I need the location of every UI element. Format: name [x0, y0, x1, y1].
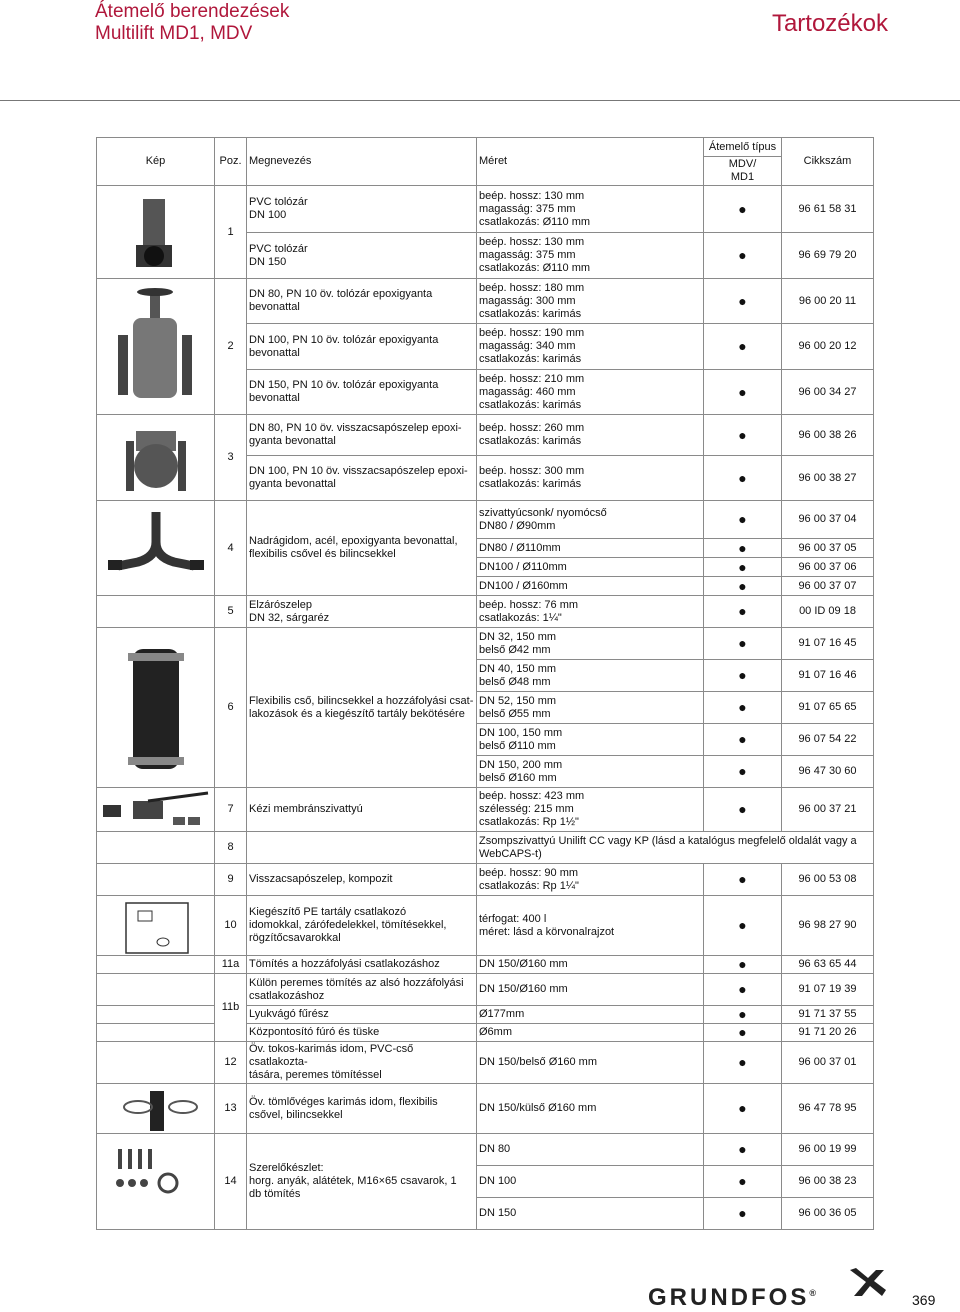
size-cell: DN 32, 150 mm belső Ø42 mm [477, 628, 704, 660]
table-row [97, 628, 874, 660]
section-title: Tartozékok [771, 10, 888, 37]
article-number: 96 07 54 22 [782, 724, 874, 756]
name-cell: Visszacsapószelep, kompozit [247, 864, 477, 896]
empty-picture-cell [97, 832, 215, 864]
y-piece-image [97, 501, 215, 596]
page-number: 369 [912, 1292, 936, 1308]
position-cell [215, 1134, 247, 1230]
grundfos-x-icon [846, 1266, 890, 1300]
table-row [97, 864, 874, 896]
article-number: 96 00 20 11 [782, 279, 874, 324]
type-marker: ● [704, 896, 782, 956]
size-cell: Ø177mm [477, 1006, 704, 1024]
position-cell [215, 1084, 247, 1134]
title-line-2: Multilift MD1, MDV [95, 23, 253, 44]
article-number: 91 71 20 26 [782, 1024, 874, 1042]
article-number: 96 00 37 04 [782, 501, 874, 539]
position-number: 11a [221, 958, 240, 970]
article-number: 96 00 37 05 [782, 539, 874, 558]
article-number: 96 00 37 21 [782, 788, 874, 832]
name-cell: Elzárószelep DN 32, sárgaréz [247, 596, 477, 628]
accessories-table [96, 137, 874, 1230]
size-cell: DN 150 [477, 1198, 704, 1230]
table-row [97, 501, 874, 539]
size-cell: beép. hossz: 300 mm csatlakozás: karimás [477, 456, 704, 501]
position-number: 1 [227, 225, 234, 238]
position-cell [215, 186, 247, 279]
name-cell [247, 832, 477, 864]
name-cell: DN 80, PN 10 öv. tolózár epoxigyanta bevonattal [247, 279, 477, 324]
type-marker: ● [704, 233, 782, 279]
type-marker: ● [704, 660, 782, 692]
position-cell [215, 788, 247, 832]
size-cell: beép. hossz: 423 mm szélesség: 215 mm csatlakozás: Rp 1½" [477, 788, 704, 832]
gate-valve-image [97, 279, 215, 415]
name-cell: Tömítés a hozzáfolyási csatlakozáshoz [247, 956, 477, 974]
composite-check-valve-image [97, 864, 215, 896]
header-kep: Kép [97, 138, 215, 186]
article-number: 96 00 37 01 [782, 1042, 874, 1084]
type-marker: ● [704, 324, 782, 370]
name-cell: Öv. tömlővéges karimás idom, flexibilis csővel, bilincsekkel [247, 1084, 477, 1134]
empty-picture-cell [97, 1024, 215, 1042]
position-number: 10 [224, 919, 237, 931]
position-number: 5 [227, 605, 234, 617]
type-marker: ● [704, 415, 782, 456]
header-cikkszam: Cikkszám [782, 138, 874, 186]
position-cell [215, 864, 247, 896]
type-marker: ● [704, 1198, 782, 1230]
article-number: 96 69 79 20 [782, 233, 874, 279]
name-cell: Flexibilis cső, bilincsekkel a hozzáfolyási csat- lakozások és a kiegészítő tartály bekötésére [247, 628, 477, 788]
table-row [97, 415, 874, 456]
name-cell: PVC tolózár DN 100 [247, 186, 477, 233]
size-cell: DN100 / Ø160mm [477, 577, 704, 596]
table-row [97, 1084, 874, 1134]
pe-tank-image [97, 896, 215, 956]
position-number: 3 [227, 451, 234, 463]
empty-picture-cell [97, 974, 215, 1006]
size-cell: beép. hossz: 260 mm csatlakozás: karimás [477, 415, 704, 456]
name-cell: Külön peremes tömítés az alsó hozzáfolyási csatlakozáshoz [247, 974, 477, 1006]
position-cell [215, 501, 247, 596]
name-cell: DN 150, PN 10 öv. tolózár epoxigyanta bevonattal [247, 370, 477, 415]
article-number: 91 71 37 55 [782, 1006, 874, 1024]
size-cell: beép. hossz: 130 mm magasság: 375 mm csatlakozás: Ø110 mm [477, 186, 704, 233]
position-number: 4 [227, 541, 234, 554]
flexible-hose-image [97, 628, 215, 788]
name-cell: Kiegészítő PE tartály csatlakozó idomokkal, zárófedelekkel, tömítésekkel, rögzítőcsavarokkal [247, 896, 477, 956]
size-cell: DN 40, 150 mm belső Ø48 mm [477, 660, 704, 692]
name-cell: Öv. tokos-karimás idom, PVC-cső csatlakozta- tására, peremes tömítéssel [247, 1042, 477, 1084]
type-marker: ● [704, 628, 782, 660]
size-cell: DN 150/külső Ø160 mm [477, 1084, 704, 1134]
type-marker: ● [704, 1006, 782, 1024]
position-number: 9 [227, 873, 234, 885]
position-cell [215, 279, 247, 415]
position-cell [215, 956, 247, 974]
size-cell: beép. hossz: 130 mm magasság: 375 mm csatlakozás: Ø110 mm [477, 233, 704, 279]
table-row [97, 832, 874, 864]
name-cell: DN 80, PN 10 öv. visszacsapószelep epoxi- gyanta bevonattal [247, 415, 477, 456]
position-cell [215, 628, 247, 788]
article-number: 96 00 38 23 [782, 1166, 874, 1198]
position-cell [215, 974, 247, 1042]
type-marker: ● [704, 558, 782, 577]
size-cell: DN 80 [477, 1134, 704, 1166]
name-cell: PVC tolózár DN 150 [247, 233, 477, 279]
name-cell: Szerelőkészlet: horg. anyák, alátétek, M16×65 csavarok, 1 db tömítés [247, 1134, 477, 1230]
article-number: 96 00 36 05 [782, 1198, 874, 1230]
position-number: 6 [227, 701, 234, 713]
header-tipus: Átemelő típus [704, 138, 782, 157]
type-marker: ● [704, 596, 782, 628]
table-row [97, 896, 874, 956]
type-marker: ● [704, 1042, 782, 1084]
article-number: 96 98 27 90 [782, 896, 874, 956]
empty-picture-cell [97, 956, 215, 974]
table-row [97, 1024, 874, 1042]
type-marker: ● [704, 501, 782, 539]
type-marker: ● [704, 1134, 782, 1166]
size-cell: beép. hossz: 180 mm magasság: 300 mm csatlakozás: karimás [477, 279, 704, 324]
type-marker: ● [704, 788, 782, 832]
table-row [97, 1042, 874, 1084]
name-cell: DN 100, PN 10 öv. tolózár epoxigyanta bevonattal [247, 324, 477, 370]
type-marker: ● [704, 864, 782, 896]
article-number: 96 61 58 31 [782, 186, 874, 233]
article-number: 96 00 20 12 [782, 324, 874, 370]
article-number: 96 00 53 08 [782, 864, 874, 896]
position-number: 13 [224, 1102, 237, 1114]
table-row [97, 956, 874, 974]
size-cell: beép. hossz: 190 mm magasság: 340 mm csatlakozás: karimás [477, 324, 704, 370]
article-number: 91 07 19 39 [782, 974, 874, 1006]
name-cell: DN 100, PN 10 öv. visszacsapószelep epoxi- gyanta bevonattal [247, 456, 477, 501]
type-marker: ● [704, 956, 782, 974]
table-row [97, 279, 874, 324]
size-cell: DN100 / Ø110mm [477, 558, 704, 577]
name-cell: Nadrágidom, acél, epoxigyanta bevonattal, flexibilis csővel és bilincsekkel [247, 501, 477, 596]
size-cell: beép. hossz: 90 mm csatlakozás: Rp 1¼" [477, 864, 704, 896]
article-number: 91 07 16 46 [782, 660, 874, 692]
mounting-kit-image [97, 1134, 215, 1230]
article-number: 96 00 37 06 [782, 558, 874, 577]
header-tipus-sub [704, 157, 782, 186]
article-number: 96 00 37 07 [782, 577, 874, 596]
position-number: 8 [227, 841, 234, 853]
check-valve-image [97, 415, 215, 501]
position-cell [215, 596, 247, 628]
article-number: 91 07 65 65 [782, 692, 874, 724]
grundfos-logo [648, 1284, 819, 1312]
position-cell [215, 832, 247, 864]
size-cell: Ø6mm [477, 1024, 704, 1042]
type-marker: ● [704, 1024, 782, 1042]
size-cell: DN 150, 200 mm belső Ø160 mm [477, 756, 704, 788]
position-number: 7 [227, 803, 234, 815]
table-row [97, 788, 874, 832]
size-cell: szivattyúcsonk/ nyomócső DN80 / Ø90mm [477, 501, 704, 539]
position-number: 14 [224, 1175, 237, 1187]
name-cell: Lyukvágó fűrész [247, 1006, 477, 1024]
table-row [97, 186, 874, 233]
type-marker: ● [704, 186, 782, 233]
type-marker: ● [704, 370, 782, 415]
size-cell: beép. hossz: 210 mm magasság: 460 mm csatlakozás: karimás [477, 370, 704, 415]
position-cell [215, 896, 247, 956]
shutoff-valve-image [97, 596, 215, 628]
logo-text: GRUNDFOS [648, 1284, 810, 1311]
article-number: 96 00 38 26 [782, 415, 874, 456]
type-marker: ● [704, 724, 782, 756]
empty-picture-cell [97, 1042, 215, 1084]
article-number: 96 00 38 27 [782, 456, 874, 501]
type-marker: ● [704, 974, 782, 1006]
position-cell [215, 1042, 247, 1084]
size-cell: DN 150/Ø160 mm [477, 956, 704, 974]
size-cell: beép. hossz: 76 mm csatlakozás: 1¼" [477, 596, 704, 628]
table-row [97, 1134, 874, 1166]
empty-picture-cell [97, 1006, 215, 1024]
article-number: 96 00 34 27 [782, 370, 874, 415]
size-cell: DN 52, 150 mm belső Ø55 mm [477, 692, 704, 724]
flange-adapter-image [97, 1084, 215, 1134]
header-divider [0, 100, 960, 101]
size-cell: DN80 / Ø110mm [477, 539, 704, 558]
name-cell: Központosító fúró és tüske [247, 1024, 477, 1042]
header-tipus-sub2: MD1 [730, 171, 755, 183]
article-number: 96 47 78 95 [782, 1084, 874, 1134]
size-cell: DN 150/Ø160 mm [477, 974, 704, 1006]
header-meret: Méret [477, 138, 704, 186]
header-megnevezes: Megnevezés [247, 138, 477, 186]
position-number: 11b [221, 1001, 240, 1013]
table-row [97, 974, 874, 1006]
position-number: 12 [224, 1056, 237, 1068]
hand-pump-image [97, 788, 215, 832]
size-cell: DN 100 [477, 1166, 704, 1198]
logo-mark: ® [809, 1288, 819, 1298]
header-tipus-sub1: MDV/ [728, 158, 757, 170]
title-line-1: Átemelő berendezések [95, 1, 290, 22]
article-number: 91 07 16 45 [782, 628, 874, 660]
type-marker: ● [704, 1084, 782, 1134]
type-marker: ● [704, 692, 782, 724]
pvc-valve-image [97, 186, 215, 279]
header-title [95, 1, 289, 45]
size-cell: DN 150/belső Ø160 mm [477, 1042, 704, 1084]
type-marker: ● [704, 1166, 782, 1198]
header-poz: Poz. [215, 138, 247, 186]
name-cell: Kézi membránszivattyú [247, 788, 477, 832]
size-cell: DN 100, 150 mm belső Ø110 mm [477, 724, 704, 756]
article-number: 96 47 30 60 [782, 756, 874, 788]
type-marker: ● [704, 279, 782, 324]
type-marker: ● [704, 456, 782, 501]
type-marker: ● [704, 577, 782, 596]
table-row [97, 1006, 874, 1024]
article-number: 96 00 19 99 [782, 1134, 874, 1166]
position-cell [215, 415, 247, 501]
table-row [97, 596, 874, 628]
note-cell: Zsompszivattyú Unilift CC vagy KP (lásd a katalógus megfelelő oldalát vagy a WebCAPS-t) [477, 832, 874, 864]
type-marker: ● [704, 539, 782, 558]
position-number: 2 [227, 340, 234, 352]
article-number: 96 63 65 44 [782, 956, 874, 974]
article-number: 00 ID 09 18 [782, 596, 874, 628]
type-marker: ● [704, 756, 782, 788]
size-cell: térfogat: 400 l méret: lásd a körvonalrajzot [477, 896, 704, 956]
